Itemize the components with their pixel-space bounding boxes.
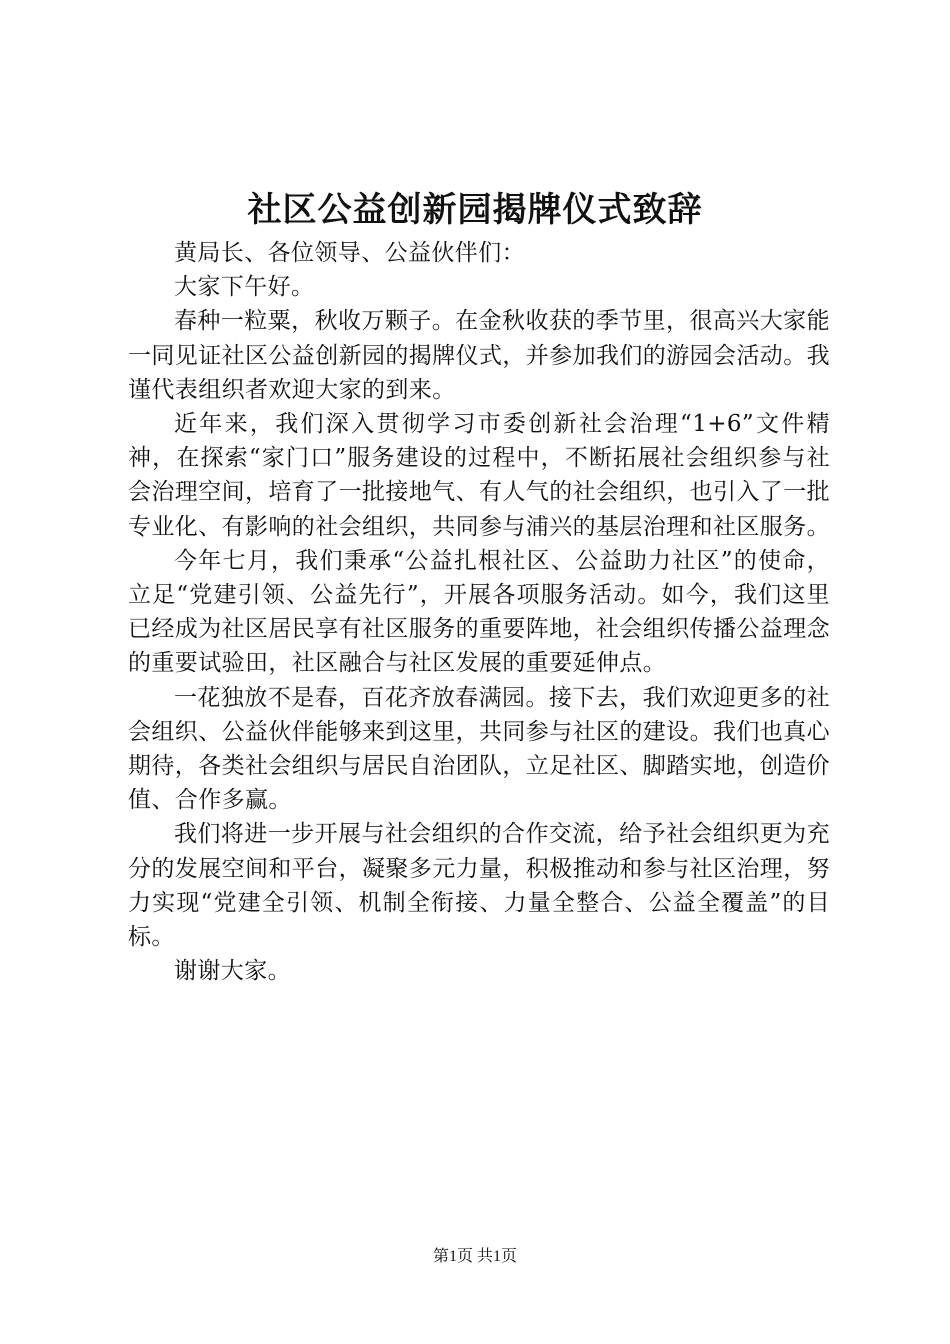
- document-title: 社区公益创新园揭牌仪式致辞: [247, 190, 703, 230]
- page-number-footer: 第1页 共1页: [432, 1248, 517, 1265]
- closing: 谢谢大家。: [174, 958, 291, 985]
- greeting: 大家下午好。: [174, 274, 315, 301]
- paragraph: 近年来，我们深入贯彻学习市委创新社会治理“1+6”文件精神，在探索“家门口”服务建设的过程中，不断拓展社会组织参与社会治理空间，培育了一批接地气、有人气的社会组织，也引入了一批专业化、有影响的社会组织，共同参与浦兴的基层治理和社区服务。: [128, 411, 830, 540]
- document-body: [128, 236, 830, 988]
- paragraph: 今年七月，我们秉承“公益扎根社区、公益助力社区”的使命，立足“党建引领、公益先行”，开展各项服务活动。如今，我们这里已经成为社区居民享有社区服务的重要阵地，社会组织传播公益理念的重要试验田，社区融合与社区发展的重要延伸点。: [128, 547, 830, 677]
- paragraph: 春种一粒粟，秋收万颗子。在金秋收获的季节里，很高兴大家能一同见证社区公益创新园的揭牌仪式，并参加我们的游园会活动。我谨代表组织者欢迎大家的到来。: [128, 308, 830, 403]
- salutation: 黄局长、各位领导、公益伙伴们：: [174, 240, 525, 266]
- paragraph: 一花独放不是春，百花齐放春满园。接下去，我们欢迎更多的社会组织、公益伙伴能够来到这里，共同参与社区的建设。我们也真心期待，各类社会组织与居民自治团队，立足社区、脚踏实地，创造价值、合作多赢。: [128, 684, 830, 814]
- paragraph: 我们将进一步开展与社会组织的合作交流，给予社会组织更为充分的发展空间和平台，凝聚多元力量，积极推动和参与社区治理，努力实现“党建全引领、机制全衔接、力量全整合、公益全覆盖”的目标。: [128, 821, 830, 951]
